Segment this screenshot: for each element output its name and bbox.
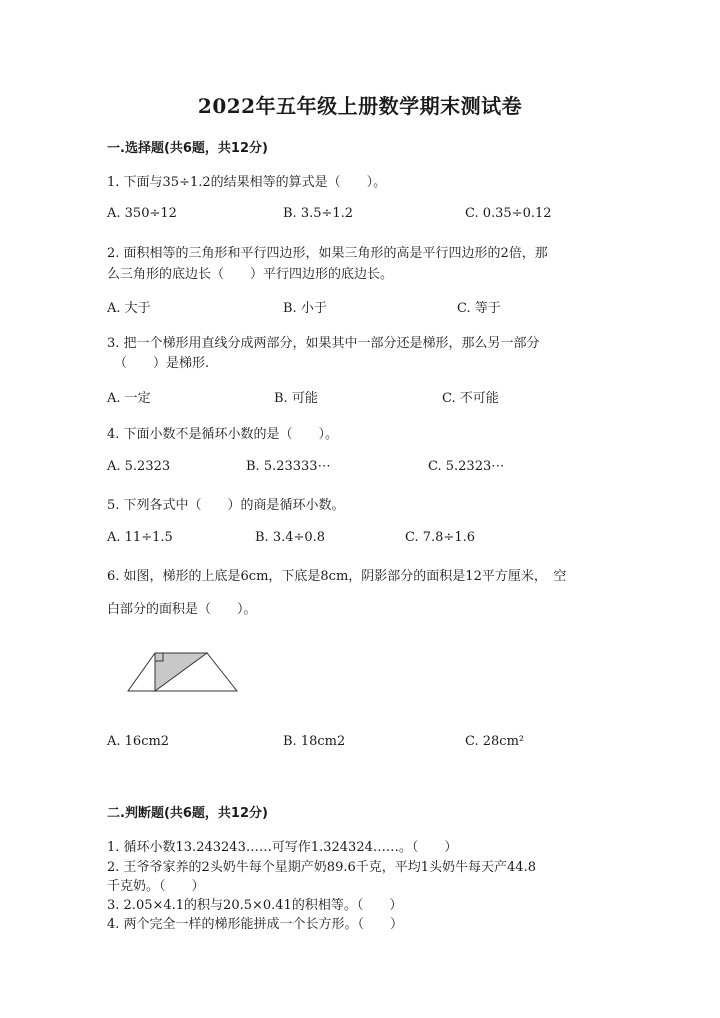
question-6-line2: 白部分的面积是（ ）。 [107,602,257,617]
trapezoid-figure [125,650,241,696]
q2-option-b: B. 小于 [283,301,327,316]
q5-option-c: C. 7.8÷1.6 [405,530,475,545]
q6-option-b: B. 18cm2 [283,734,346,749]
question-6-line1: 6. 如图，梯形的上底是6cm，下底是8cm，阴影部分的面积是12平方厘米， 空 [107,569,567,584]
judgement-item-2-line2: 千克奶。（ ） [107,879,205,894]
q6-option-a: A. 16cm2 [107,734,170,749]
judgement-item-4: 4. 两个完全一样的梯形能拼成一个长方形。（ ） [107,917,404,932]
q2-option-c: C. 等于 [457,301,501,316]
q2-option-a: A. 大于 [107,301,151,316]
q4-option-b: B. 5.23333⋯ [246,459,331,474]
q3-option-a: A. 一定 [107,391,151,406]
question-2-line2: 么三角形的底边长（ ）平行四边形的底边长。 [107,267,394,282]
q1-option-a: A. 350÷12 [107,206,177,221]
question-3-line1: 3. 把一个梯形用直线分成两部分，如果其中一部分还是梯形，那么另一部分 [107,336,540,351]
q4-option-c: C. 5.2323⋯ [428,459,505,474]
judgement-item-3: 3. 2.05×4.1的积与20.5×0.41的积相等。（ ） [107,898,403,913]
question-3-line2: （ ）是梯形. [114,356,210,371]
q3-option-b: B. 可能 [274,391,318,406]
q1-option-b: B. 3.5÷1.2 [283,206,354,221]
judgement-item-1: 1. 循环小数13.243243……可写作1.324324……。（ ） [107,840,458,855]
q5-option-a: A. 11÷1.5 [107,530,173,545]
question-2-line1: 2. 面积相等的三角形和平行四边形，如果三角形的高是平行四边形的2倍，那 [107,246,548,261]
section-heading-choice: 一.选择题(共6题，共12分) [107,141,268,156]
question-1: 1. 下面与35÷1.2的结果相等的算式是（ ）。 [107,175,387,190]
judgement-item-2-line1: 2. 王爷爷家养的2头奶牛每个星期产奶89.6千克，平均1头奶牛每天产44.8 [107,860,536,875]
question-4: 4. 下面小数不是循环小数的是（ ）。 [107,427,339,442]
q4-option-a: A. 5.2323 [107,459,171,474]
question-5: 5. 下列各式中（ ）的商是循环小数。 [107,498,345,513]
q6-option-c: C. 28cm² [465,734,525,749]
q1-option-c: C. 0.35÷0.12 [465,206,552,221]
q5-option-b: B. 3.4÷0.8 [255,530,326,545]
q3-option-c: C. 不可能 [442,391,499,406]
page-title: 2022年五年级上册数学期末测试卷 [197,94,523,118]
section-heading-judgement: 二.判断题(共6题，共12分) [107,806,268,821]
